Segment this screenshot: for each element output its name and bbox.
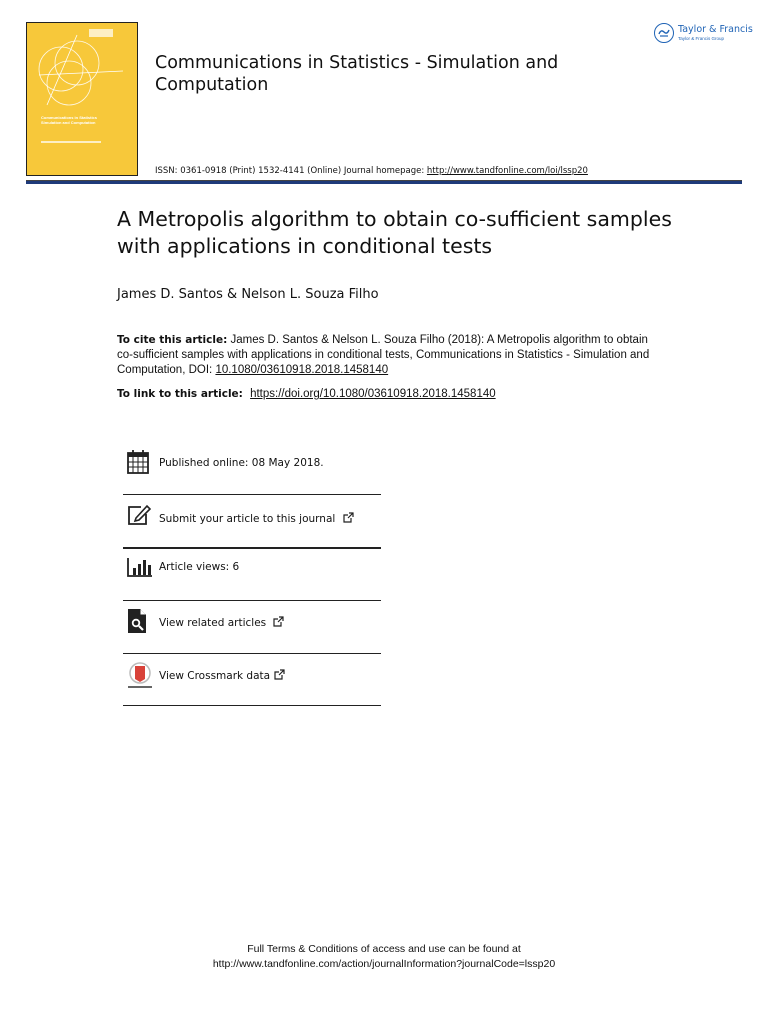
- article-views-text: Article views: 6: [159, 561, 240, 573]
- article-views-item: [123, 556, 381, 582]
- related-articles-link[interactable]: [159, 616, 284, 629]
- footer-terms-link[interactable]: http://www.tandfonline.com/action/journalInformation?journalCode=lssp20: [212, 958, 556, 970]
- crossmark-item[interactable]: [123, 660, 381, 694]
- footer: [0, 942, 768, 972]
- cover-title-line: Communications in Statistics: [41, 115, 98, 120]
- related-articles-item[interactable]: [123, 608, 381, 638]
- crossmark-text: View Crossmark data: [159, 670, 271, 682]
- citation-text: James D. Santos & Nelson L. Souza Filho (2018): A Metropolis algorithm to obtain co-sufficient samples with applications in conditional tests, Communications in Statistics - Simulation and Computation, DOI:: [117, 334, 650, 376]
- taylor-francis-icon: [654, 23, 674, 43]
- citation-doi-link[interactable]: 10.1080/03610918.2018.1458140: [215, 364, 389, 376]
- footer-terms-text: Full Terms & Conditions of access and use can be found at: [247, 943, 521, 955]
- citation-block: [117, 333, 657, 378]
- external-link-icon: [274, 669, 285, 680]
- info-divider: [123, 705, 381, 706]
- edit-icon: [127, 504, 151, 529]
- bar-chart-icon: [127, 557, 153, 580]
- journal-homepage-link[interactable]: http://www.tandfonline.com/loi/lssp20: [426, 166, 588, 176]
- publisher-group: Taylor & Francis Group: [678, 36, 725, 41]
- issn-line: [155, 166, 588, 176]
- published-online-text: Published online: 08 May 2018.: [159, 457, 324, 469]
- journal-cover-image: [26, 22, 138, 176]
- search-document-icon: [127, 608, 147, 637]
- info-divider: [123, 600, 381, 601]
- info-divider: [123, 494, 381, 495]
- info-divider: [123, 653, 381, 654]
- crossmark-icon: [126, 662, 154, 695]
- issn-text: ISSN: 0361-0918 (Print) 1532-4141 (Online) Journal homepage:: [155, 166, 425, 176]
- header-divider-accent: [26, 181, 742, 184]
- publisher-logo[interactable]: [654, 22, 754, 48]
- crossmark-link[interactable]: [159, 669, 285, 682]
- article-authors: James D. Santos & Nelson L. Souza Filho: [117, 287, 379, 302]
- external-link-icon: [343, 512, 354, 523]
- calendar-icon: [127, 450, 149, 477]
- article-link-line: [117, 388, 496, 400]
- info-divider: [123, 547, 381, 549]
- external-link-icon: [273, 616, 284, 627]
- cover-graphic: [27, 23, 138, 176]
- related-articles-text: View related articles: [159, 617, 267, 629]
- publisher-name: Taylor & Francis: [678, 24, 753, 35]
- article-title: A Metropolis algorithm to obtain co-sufficient samples with applications in conditional tests: [117, 207, 672, 258]
- published-online-item: [123, 450, 381, 478]
- article-doi-link[interactable]: https://doi.org/10.1080/03610918.2018.1458140: [250, 388, 496, 400]
- submit-article-text: Submit your article to this journal: [159, 513, 336, 525]
- journal-title[interactable]: Communications in Statistics - Simulation and Computation: [155, 53, 559, 95]
- submit-article-item[interactable]: [123, 502, 381, 534]
- cover-title-line: Simulation and Computation: [41, 120, 96, 125]
- submit-article-link[interactable]: [159, 512, 354, 525]
- article-link-label: To link to this article:: [117, 388, 243, 400]
- citation-label: To cite this article:: [117, 334, 228, 346]
